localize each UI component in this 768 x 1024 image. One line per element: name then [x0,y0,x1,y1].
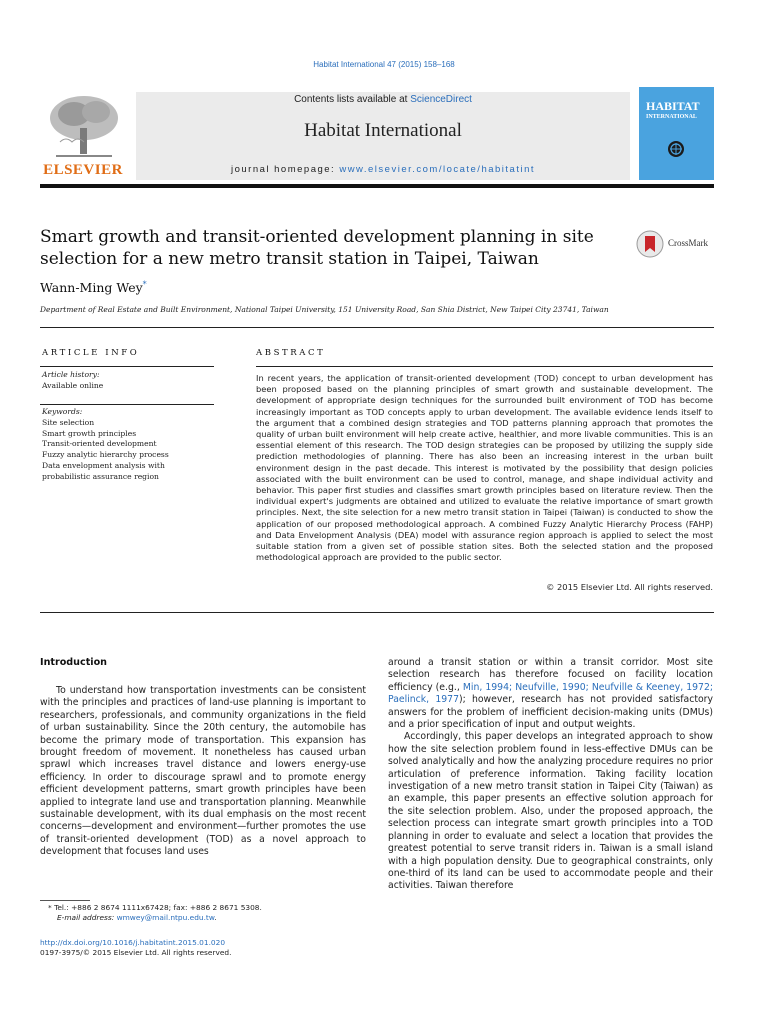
keyword-item: probabilistic assurance region [42,471,159,481]
header-rule [40,184,714,188]
intro-paragraph-left [40,685,366,859]
email-label: E-mail address: [57,913,117,922]
footnote-marker: * [48,903,52,912]
article-history [42,370,214,392]
contents-line [136,94,630,105]
keyword-item: Data envelopment analysis with [42,460,165,470]
title-rule [40,327,714,328]
keyword-item: Site selection [42,417,95,427]
journal-citation[interactable]: Habitat International 47 (2015) 158–168 [313,60,455,69]
abstract-rule [256,366,713,367]
intro-column-right [388,657,713,893]
footnote-rule [40,900,90,901]
crossmark-label: CrossMark [668,238,708,248]
citation-links[interactable]: Min, 1994; Neufville, 1990; Neufville & Keeney, 1972; Paelinck, 1977 [388,681,713,706]
history-rule [40,404,214,405]
keyword-item: Smart growth principles [42,428,137,438]
author-email-link[interactable]: wmwey@mail.ntpu.edu.tw [116,913,215,922]
cover-title: HABITAT [646,99,700,113]
doi-link[interactable]: http://dx.doi.org/10.1016/j.habitatint.2015.01.020 [40,938,226,947]
footnote-tel: Tel.: +886 2 8674 1111x67428; fax: +886 2 8671 5308. [54,903,262,912]
doi-block [40,938,400,958]
article-title: Smart growth and transit-oriented development planning in site selection for a new metro transit station in Taipei, Taiwan [40,227,594,269]
contents-prefix: Contents lists available at [294,94,411,105]
journal-homepage [136,164,630,175]
email-end: . [214,913,217,922]
keyword-item: Fuzzy analytic hierarchy process [42,450,169,460]
crossmark-badge[interactable] [636,230,716,260]
journal-cover-image[interactable] [639,87,714,180]
section-heading-introduction: Introduction [40,657,107,668]
sciencedirect-link[interactable]: ScienceDirect [410,94,472,105]
author-affiliation: Department of Real Estate and Built Environment, National Taipei University, 151 University Road, San Shia District, New Taipei City 23741, Taiwan [40,305,609,314]
history-value: Available online [42,380,104,390]
corresponding-author-mark[interactable]: * [142,280,147,289]
paragraph-text: around a transit station or within a transit corridor. Most site selection research has therefore focused on facility location efficiency (e.g., [388,657,713,693]
homepage-link[interactable]: www.elsevier.com/locate/habitatint [339,164,536,175]
homepage-prefix: journal homepage: [230,164,340,175]
cover-emblem-icon [667,140,685,158]
keywords-label: Keywords: [42,407,83,416]
paragraph-text: ); however, research has not provided satisfactory answers for the problem of inefficient decision-making units (DMUs) and a prior specification of input and output weights. [388,694,714,731]
elsevier-wordmark: ELSEVIER [43,162,123,178]
abstract-text: In recent years, the application of transit-oriented development (TOD) concept to urban development has been proposed based on the planning principles of smart growth and sustainable development. The development of appropriate design techniques for the surrounded built environment of TOD has become increasingly important as TOD concepts apply to urban development. The available evidence lends itself to the argument that a combined design strategies and TOD patterns planning approach that promotes the quality of urban built environment will help create active, healthier, and more livable communities. This is an essential element of this research. The TOD design strategies can be proposed by utilizing the supply side prediction methodologies of planning. There has also been an increasing interest in the urban built environment design in the past decade. This interest is motivated by the possibility that design policies associated with the built environment can be used to control, manage, and shape individual activity and behavior. This paper first studies and classifies smart growth principles based on literature review. Then the individual expert's judgments are obtained and utilized to evaluate the relative importance of smart growth principles. Next, the site selection for a new metro transit station in Taipei (Taiwan) is conducted to show the application of our proposed methodological approach. A combined Fuzzy Analytic Hierarchy Process (FAHP) and Data Envelopment Analysis (DEA) model with assurance region approach is applied to select the most suitable station from a given set of possible station sites. Both the selected station and the proposed methodological approach are provided to the public sector. [256,373,713,563]
cover-subtitle: INTERNATIONAL [646,114,697,120]
body-paragraph: Accordingly, this paper develops an integrated approach to show how the site selection problem found in less-effective DMUs can be solved analytically and how the analyzing procedure requires no prior articulation of preference information. Taking facility location investigation of a new metro transit station in Taipei City (Taiwan) as an example, this paper presents an effective solution approach for the site selection problem. Also, under the proposed approach, the selection process can integrate smart growth principles into a TOD planning in order to evaluate and select a location that provides the greatest potential to serve transit riders in. Taiwan is a small island with a high population density. Due to geographical constraints, only one-third of its land can be used to accommodate people and their activities. Taiwan therefore [388,731,713,892]
abstract-heading: ABSTRACT [256,348,326,358]
keyword-item: Transit-oriented development [42,439,157,449]
elsevier-logo [40,92,126,180]
corresponding-author-footnote [48,903,368,923]
article-info-heading: ARTICLE INFO [42,348,140,358]
issn-line: 0197-3975/© 2015 Elsevier Ltd. All rights reserved. [40,948,232,957]
body-paragraph [388,657,713,731]
elsevier-tree-icon [46,92,122,160]
keywords-block [42,407,214,483]
body-paragraph: To understand how transportation investments can be consistent with the principles and practices of land-use planning is important to researchers, professionals, and community organizations in the field of urban sustainability. Since the 20th century, the automobile has become the primary mode of transportation. This expansion has brought freedom of movement. It nonetheless has caused urban sprawl which increases travel distance and lowers energy-use efficiency. In order to discourage sprawl and to promote energy efficient development patterns, smart growth principles have been applied to integrate land use and transportation planning. Meanwhile sustainable development, with its dual emphasis on the most recent concerns—development and environment—further promotes the use of transit-oriented development (TOD) as a novel approach to development that focuses land uses [40,685,366,858]
article-info-rule [40,366,214,367]
history-label: Article history: [42,370,100,379]
author-name [40,280,147,295]
abstract-copyright: © 2015 Elsevier Ltd. All rights reserved. [546,582,713,592]
journal-title: Habitat International [304,120,462,141]
crossmark-icon [636,230,664,258]
author-text: Wann-Ming Wey [40,280,143,296]
abstract-bottom-rule [40,612,714,613]
journal-header-band [136,92,630,180]
